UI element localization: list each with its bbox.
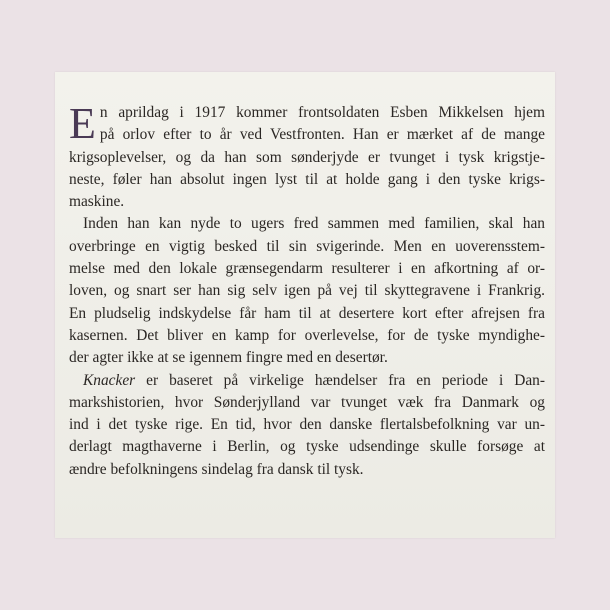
text-line: markshistorien, hvor Sønderjylland var tvunget væk fra Danmark og [69, 393, 545, 411]
text-line: på orlov efter to år ved Vestfronten. Han er mærket af de mange [99, 126, 545, 144]
paragraph-2 [69, 213, 545, 369]
book-back-cover [55, 72, 555, 538]
text-line: ind i det tyske rige. En tid, hvor den danske flertalsbefolkning var un- [69, 416, 545, 434]
blurb-text [69, 99, 545, 481]
text-fragment: er baseret på virkelige hændelser fra en periode i Dan- [135, 371, 545, 389]
text-line: krigsoplevelser, og da han som sønderjyde er tvunget i tysk krigstje- [69, 148, 545, 166]
text-line: En pludselig indskydelse får ham til at desertere kort efter afrejsen fra [69, 304, 545, 322]
text-line: n aprildag i 1917 kommer frontsoldaten Esben Mikkelsen hjem [99, 104, 545, 121]
text-line: kasernen. Det bliver en kamp for overlevelse, for de tyske myndighe- [69, 326, 545, 344]
drop-cap: E [69, 99, 96, 148]
paragraph-3 [69, 370, 545, 481]
text-line: neste, føler han absolut ingen lyst til at holde gang i den tyske krigs- [69, 170, 545, 188]
text-line: derlagt magthaverne i Berlin, og tyske udsendinge skulle forsøge at [69, 438, 545, 456]
text-line: Inden han kan nyde to ugers fred sammen med familien, skal han [83, 215, 545, 233]
text-line: ændre befolkningens sindelag fra dansk til tysk. [69, 460, 364, 478]
text-line [69, 370, 545, 392]
text-line: der agter ikke at se igennem fingre med en desertør. [69, 349, 388, 367]
text-line: melse med den lokale grænsegendarm resulterer i en afkortning af or- [69, 260, 545, 278]
text-line: overbringe en vigtig besked til sin svigerinde. Men en uoverensstem- [69, 237, 545, 255]
paragraph-1 [69, 99, 545, 213]
book-title: Knacker [83, 371, 136, 389]
text-line: loven, og snart ser han sig selv igen på vej til skyttegravene i Frankrig. [69, 282, 545, 300]
text-line: maskine. [69, 193, 125, 211]
